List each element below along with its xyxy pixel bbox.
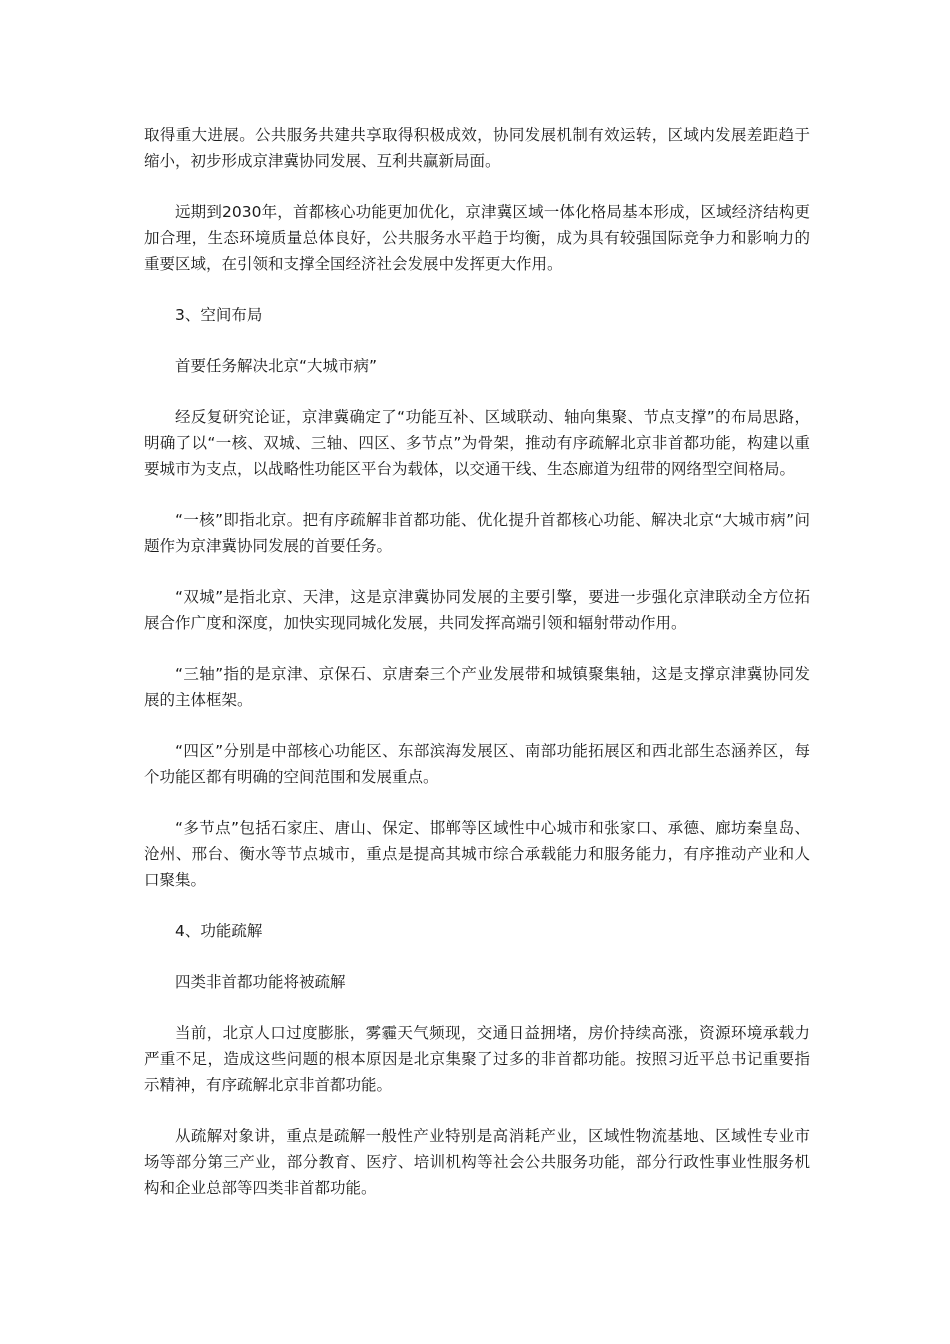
paragraph-one-core: “一核”即指北京。把有序疏解非首都功能、优化提升首都核心功能、解决北京“大城市病”问题作为京津冀协同发展的首要任务。 [144,511,810,555]
paragraph-relief-targets: 从疏解对象讲，重点是疏解一般性产业特别是高消耗产业，区域性物流基地、区域性专业市场等部分第三产业，部分教育、医疗、培训机构等社会公共服务功能，部分行政性事业性服务机构和企业总部等四类非首都功能。 [144,1127,810,1197]
paragraph-progress: 取得重大进展。公共服务共建共享取得积极成效，协同发展机制有效运转，区域内发展差距趋于缩小，初步形成京津冀协同发展、互利共赢新局面。 [144,126,810,170]
paragraph-layout-approach: 经反复研究论证，京津冀确定了“功能互补、区域联动、轴向集聚、节点支撑”的布局思路，明确了以“一核、双城、三轴、四区、多节点”为骨架，推动有序疏解北京非首都功能，构建以重要城市为支点，以战略性功能区平台为载体，以交通干线、生态廊道为纽带的网络型空间格局。 [144,408,810,478]
paragraph-current-situation: 当前，北京人口过度膨胀，雾霾天气频现，交通日益拥堵，房价持续高涨，资源环境承载力严重不足，造成这些问题的根本原因是北京集聚了过多的非首都功能。按照习近平总书记重要指示精神，有序疏解北京非首都功能。 [144,1024,810,1094]
document-page [144,122,810,1201]
paragraph-long-term-goal: 远期到2030年，首都核心功能更加优化，京津冀区域一体化格局基本形成，区域经济结构更加合理，生态环境质量总体良好，公共服务水平趋于均衡，成为具有较强国际竞争力和影响力的重要区域，在引领和支撑全国经济社会发展中发挥更大作用。 [144,203,810,273]
subheading-big-city-disease: 首要任务解决北京“大城市病” [175,357,378,375]
paragraph-three-axes: “三轴”指的是京津、京保石、京唐秦三个产业发展带和城镇聚集轴，这是支撑京津冀协同发展的主体框架。 [144,665,810,709]
section-heading-spatial-layout: 3、空间布局 [175,306,263,324]
section-heading-function-relief: 4、功能疏解 [175,922,263,940]
paragraph-multiple-nodes: “多节点”包括石家庄、唐山、保定、邯郸等区域性中心城市和张家口、承德、廊坊秦皇岛、沧州、邢台、衡水等节点城市，重点是提高其城市综合承载能力和服务能力，有序推动产业和人口聚集。 [144,819,810,889]
paragraph-four-zones: “四区”分别是中部核心功能区、东部滨海发展区、南部功能拓展区和西北部生态涵养区，每个功能区都有明确的空间范围和发展重点。 [144,742,810,786]
subheading-four-functions: 四类非首都功能将被疏解 [175,973,346,991]
paragraph-two-cities: “双城”是指北京、天津，这是京津冀协同发展的主要引擎，要进一步强化京津联动全方位拓展合作广度和深度，加快实现同城化发展，共同发挥高端引领和辐射带动作用。 [144,588,810,632]
